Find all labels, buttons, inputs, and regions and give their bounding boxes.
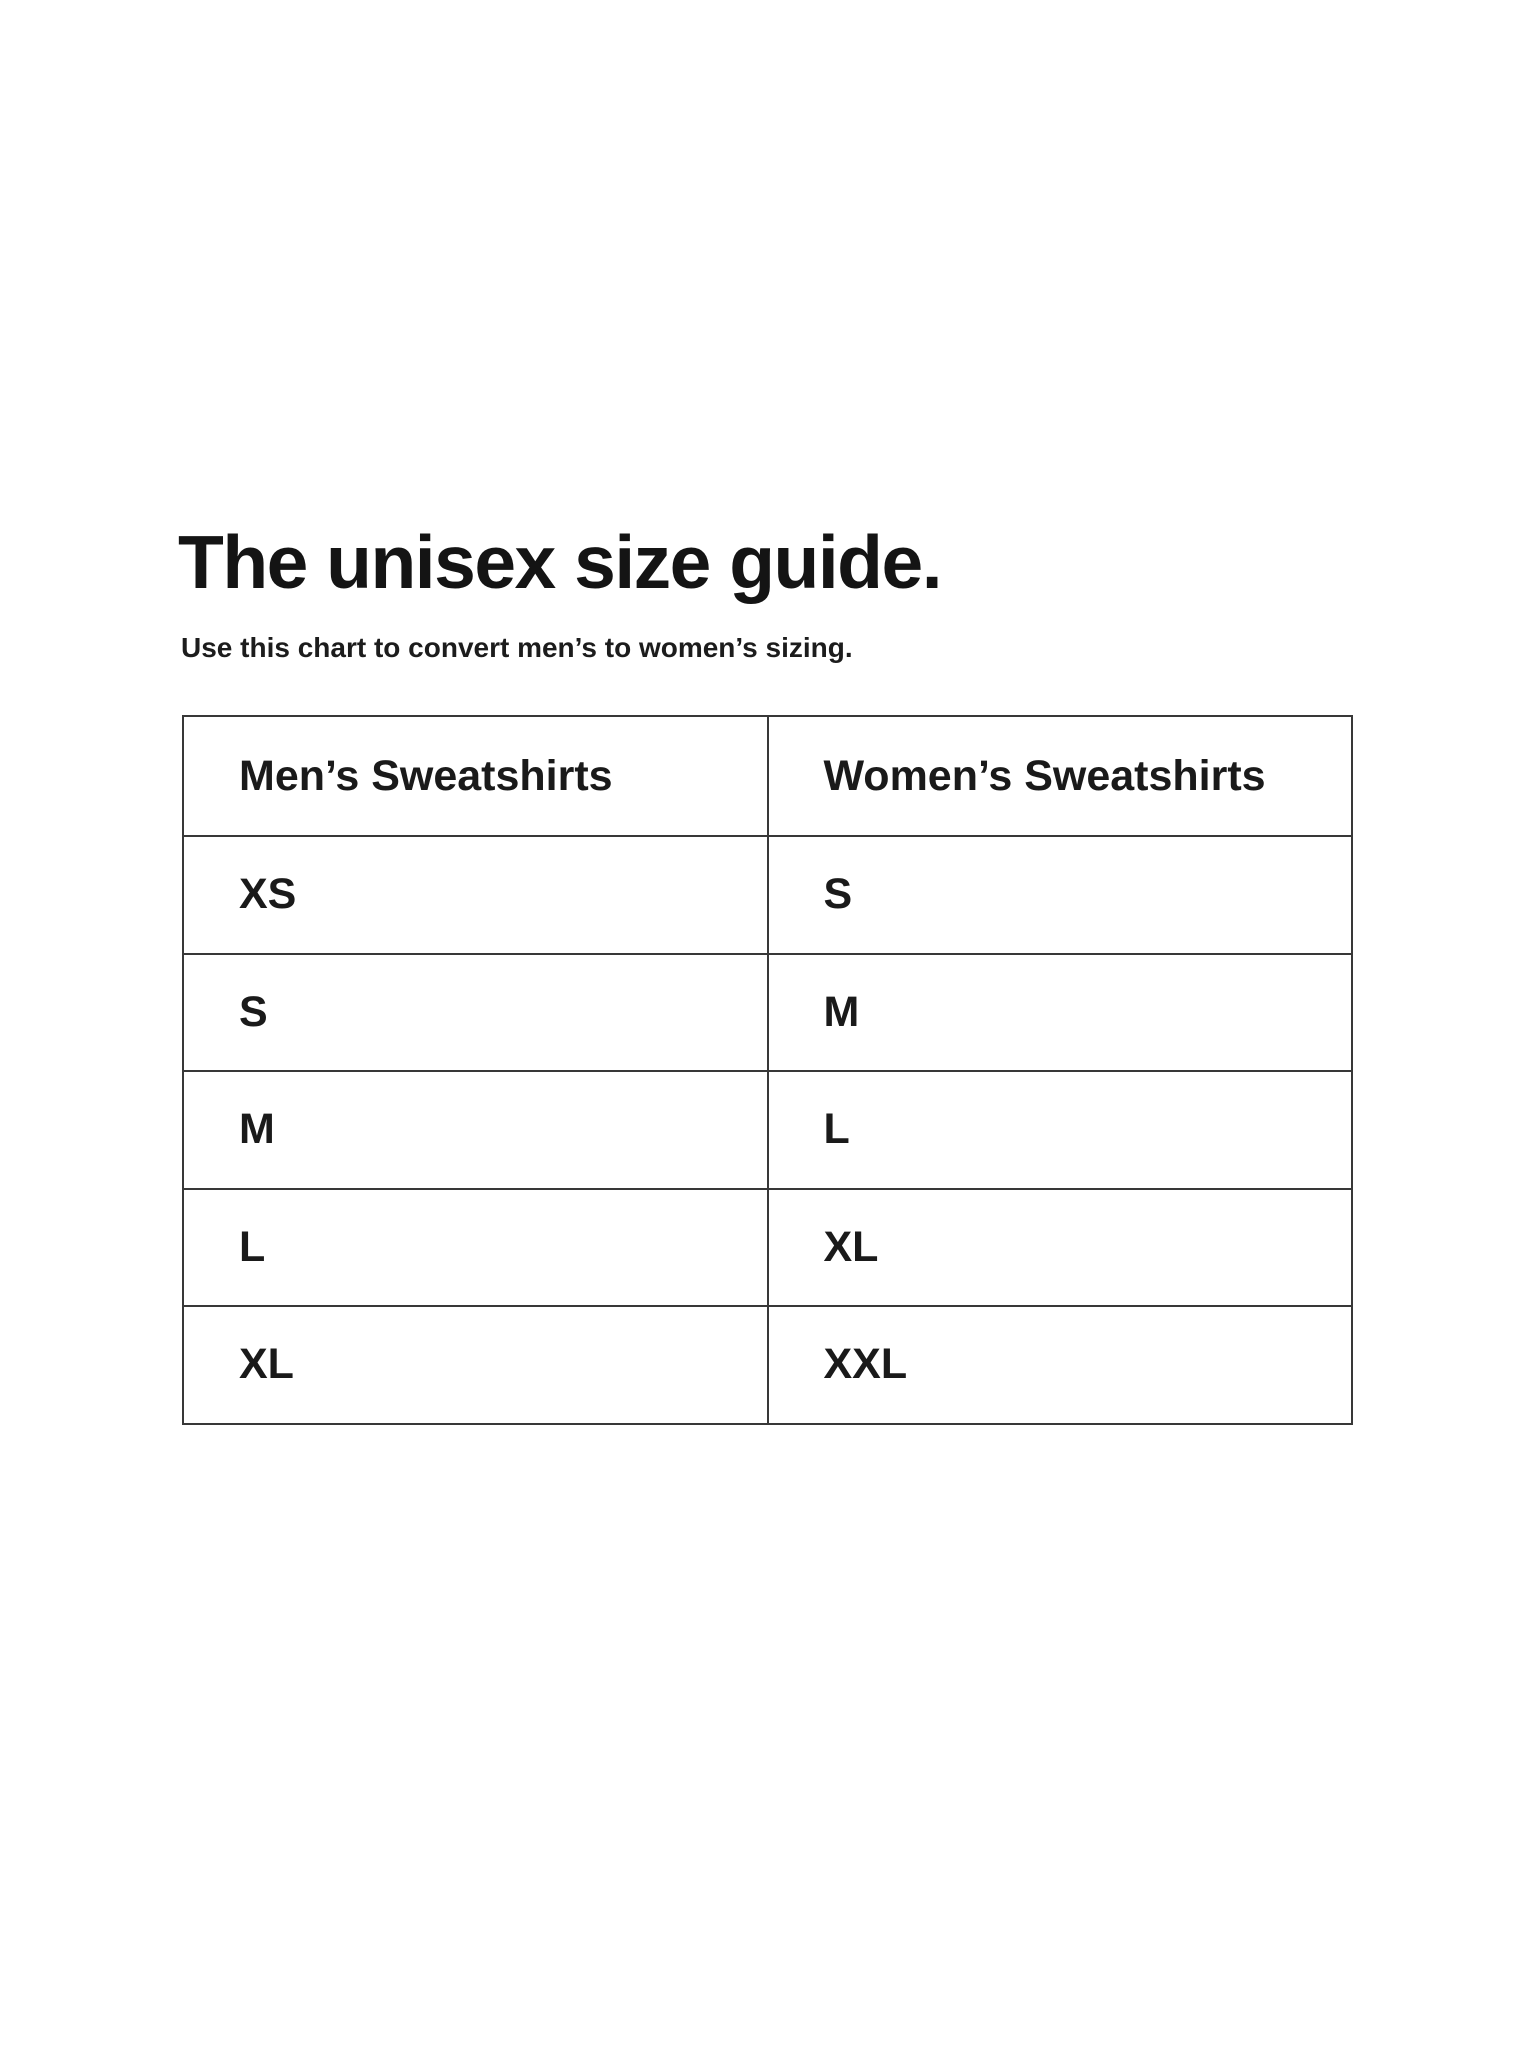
mens-size-cell: S — [183, 954, 768, 1072]
page-title: The unisex size guide. — [178, 520, 942, 604]
womens-size-cell: XXL — [768, 1306, 1353, 1424]
womens-size-cell: L — [768, 1071, 1353, 1189]
mens-size-cell: M — [183, 1071, 768, 1189]
column-header-womens: Women’s Sweatshirts — [768, 716, 1353, 836]
mens-size-cell: XL — [183, 1306, 768, 1424]
womens-size-cell: XL — [768, 1189, 1353, 1307]
table-row — [183, 1189, 1352, 1307]
mens-size-cell: XS — [183, 836, 768, 954]
size-conversion-table — [182, 715, 1353, 1425]
table-row — [183, 954, 1352, 1072]
page-subtitle: Use this chart to convert men’s to women’s sizing. — [181, 632, 853, 663]
table-row — [183, 836, 1352, 954]
womens-size-cell: S — [768, 836, 1353, 954]
table-header-row — [183, 716, 1352, 836]
mens-size-cell: L — [183, 1189, 768, 1307]
column-header-mens: Men’s Sweatshirts — [183, 716, 768, 836]
table-row — [183, 1306, 1352, 1424]
table-row — [183, 1071, 1352, 1189]
womens-size-cell: M — [768, 954, 1353, 1072]
